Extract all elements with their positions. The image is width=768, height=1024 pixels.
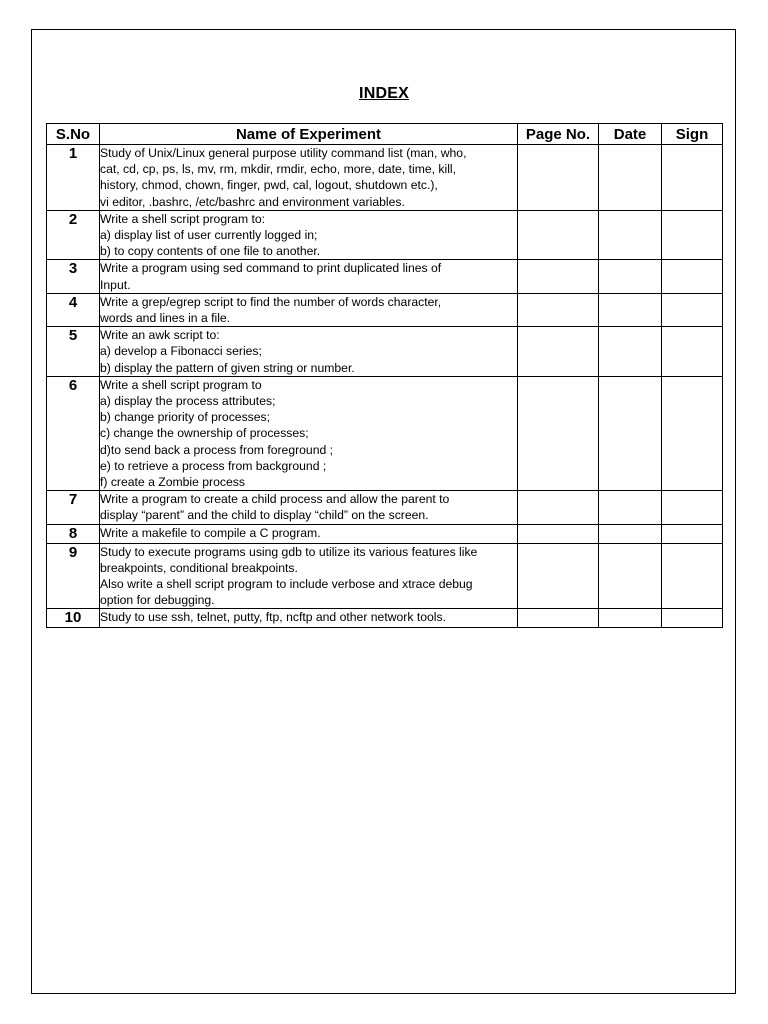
row-experiment-name xyxy=(100,327,518,377)
table-row xyxy=(47,376,723,490)
experiment-text-line: Write a makefile to compile a C program. xyxy=(100,525,321,540)
row-experiment-name xyxy=(100,293,518,326)
row-serial-number: 8 xyxy=(47,524,100,543)
header-date: Date xyxy=(599,124,662,145)
row-sign-cell xyxy=(662,376,723,490)
experiment-text-line: Study to execute programs using gdb to utilize its various features like xyxy=(100,544,478,559)
table-row xyxy=(47,260,723,293)
row-serial-number: 4 xyxy=(47,293,100,326)
row-page-no-cell xyxy=(518,524,599,543)
row-date-cell xyxy=(599,491,662,524)
table-row xyxy=(47,543,723,609)
experiment-text-line: e) to retrieve a process from background ; xyxy=(100,458,327,473)
table-row xyxy=(47,327,723,377)
row-page-no-cell xyxy=(518,327,599,377)
row-date-cell xyxy=(599,260,662,293)
experiment-text-line: Study of Unix/Linux general purpose utility command list (man, who, xyxy=(100,146,467,160)
row-experiment-name xyxy=(100,260,518,293)
row-experiment-name xyxy=(100,145,518,211)
row-page-no-cell xyxy=(518,609,599,628)
row-serial-number: 3 xyxy=(47,260,100,293)
row-sign-cell xyxy=(662,609,723,628)
row-date-cell xyxy=(599,543,662,609)
experiment-text-line: vi editor, .bashrc, /etc/bashrc and environment variables. xyxy=(100,194,405,209)
table-row xyxy=(47,491,723,524)
experiment-text-line: Write a grep/egrep script to find the number of words character, xyxy=(100,294,442,309)
row-page-no-cell xyxy=(518,260,599,293)
experiment-text-line: Write a program to create a child process and allow the parent to xyxy=(100,492,450,507)
header-sno: S.No xyxy=(47,124,100,145)
row-date-cell xyxy=(599,376,662,490)
row-page-no-cell xyxy=(518,376,599,490)
row-experiment-name xyxy=(100,609,518,628)
row-serial-number: 1 xyxy=(47,145,100,211)
row-date-cell xyxy=(599,293,662,326)
header-page-no: Page No. xyxy=(518,124,599,145)
experiment-text-line: display “parent” and the child to display “child” on the screen. xyxy=(100,508,429,523)
row-experiment-name xyxy=(100,210,518,260)
experiment-text-line: Write a shell script program to xyxy=(100,377,262,392)
table-row xyxy=(47,293,723,326)
experiment-text-line: Write a program using sed command to print duplicated lines of xyxy=(100,261,442,276)
table-row xyxy=(47,145,723,211)
table-row xyxy=(47,210,723,260)
row-date-cell xyxy=(599,145,662,211)
experiment-text-line: cat, cd, cp, ps, ls, mv, rm, mkdir, rmdir, echo, more, date, time, kill, xyxy=(100,162,457,177)
row-experiment-name xyxy=(100,524,518,543)
experiment-text-line: d)to send back a process from foreground ; xyxy=(100,442,334,457)
experiment-text-line: b) change priority of processes; xyxy=(100,410,271,425)
row-sign-cell xyxy=(662,145,723,211)
experiment-text-line: f) create a Zombie process xyxy=(100,475,245,490)
row-date-cell xyxy=(599,609,662,628)
experiment-text-line: Write a shell script program to: xyxy=(100,211,266,226)
experiment-text-line: a) develop a Fibonacci series; xyxy=(100,344,262,359)
table-row xyxy=(47,609,723,628)
table-row xyxy=(47,524,723,543)
row-serial-number: 9 xyxy=(47,543,100,609)
experiment-text-line: Also write a shell script program to include verbose and xtrace debug xyxy=(100,577,473,592)
row-sign-cell xyxy=(662,293,723,326)
experiment-text-line: Input. xyxy=(100,277,131,292)
row-date-cell xyxy=(599,210,662,260)
row-serial-number: 5 xyxy=(47,327,100,377)
header-sign: Sign xyxy=(662,124,723,145)
table-header-row xyxy=(47,124,723,145)
row-serial-number: 7 xyxy=(47,491,100,524)
row-date-cell xyxy=(599,327,662,377)
row-sign-cell xyxy=(662,210,723,260)
experiment-text-line: c) change the ownership of processes; xyxy=(100,426,309,441)
experiment-text-line: words and lines in a file. xyxy=(100,311,231,326)
row-sign-cell xyxy=(662,524,723,543)
row-page-no-cell xyxy=(518,210,599,260)
row-experiment-name xyxy=(100,491,518,524)
row-sign-cell xyxy=(662,491,723,524)
experiment-text-line: Study to use ssh, telnet, putty, ftp, ncftp and other network tools. xyxy=(100,610,446,625)
row-page-no-cell xyxy=(518,491,599,524)
row-serial-number: 10 xyxy=(47,609,100,628)
experiment-text-line: b) display the pattern of given string or number. xyxy=(100,360,355,375)
experiment-text-line: option for debugging. xyxy=(100,593,215,608)
row-page-no-cell xyxy=(518,145,599,211)
header-experiment-name: Name of Experiment xyxy=(100,124,518,145)
experiment-text-line: breakpoints, conditional breakpoints. xyxy=(100,560,298,575)
experiment-text-line: b) to copy contents of one file to another. xyxy=(100,244,321,259)
row-serial-number: 2 xyxy=(47,210,100,260)
row-sign-cell xyxy=(662,327,723,377)
row-serial-number: 6 xyxy=(47,376,100,490)
index-table xyxy=(46,123,723,628)
table-body xyxy=(47,145,723,628)
row-sign-cell xyxy=(662,543,723,609)
page-title: INDEX xyxy=(359,85,409,102)
experiment-text-line: a) display list of user currently logged in; xyxy=(100,228,318,243)
experiment-text-line: history, chmod, chown, finger, pwd, cal, logout, shutdown etc.), xyxy=(100,178,438,193)
row-experiment-name xyxy=(100,543,518,609)
experiment-text-line: Write an awk script to: xyxy=(100,328,220,343)
row-sign-cell xyxy=(662,260,723,293)
experiment-text-line: a) display the process attributes; xyxy=(100,394,276,409)
row-date-cell xyxy=(599,524,662,543)
row-experiment-name xyxy=(100,376,518,490)
row-page-no-cell xyxy=(518,543,599,609)
row-page-no-cell xyxy=(518,293,599,326)
